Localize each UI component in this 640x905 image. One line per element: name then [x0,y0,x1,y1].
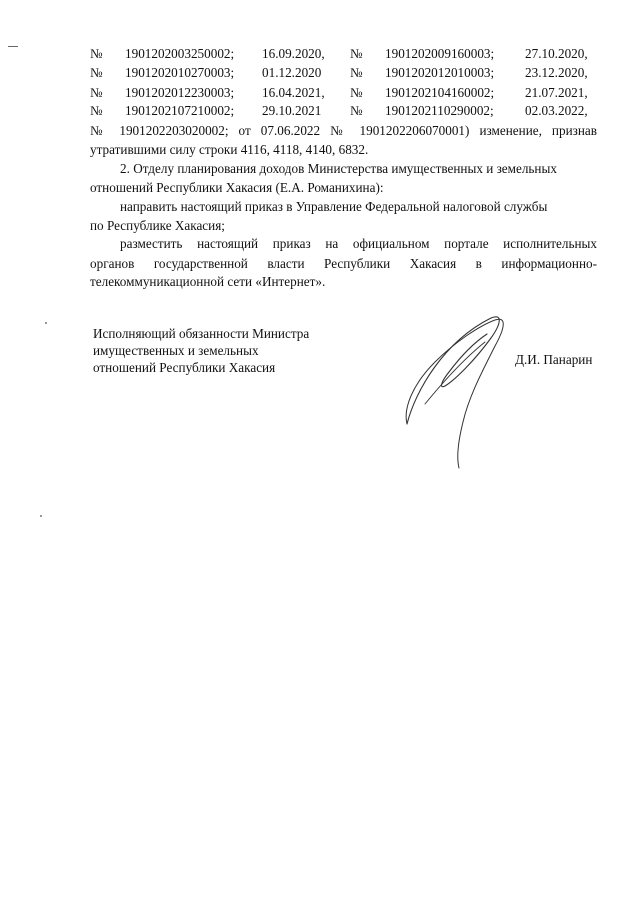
scan-speck [40,515,42,517]
registry-date: 23.12.2020, [525,65,588,80]
registry-number: 1901202012230003; [125,85,235,100]
number-sign: № [90,103,103,118]
registry-row [90,46,597,64]
signatory-title-line: отношений Республики Хакасия [93,360,276,375]
registry-number: 1901202009160003; [385,46,495,61]
registry-number: 1901202010270003; [125,65,235,80]
registry-date: 16.09.2020, [262,46,325,61]
paragraph-4-line-2: органов государственной власти Республики Хакасия в информационно- [90,256,597,271]
paragraph-3-line-2: по Республике Хакасия; [90,218,225,233]
registry-date: 01.12.2020 [262,65,322,80]
registry-date: 02.03.2022, [525,103,588,118]
registry-row [90,85,597,103]
number-sign: № [350,46,363,61]
paragraph-2-line-2: отношений Республики Хакасия (Е.А. Романихина): [90,180,384,195]
scan-speck [45,322,47,324]
body-text-line: № 1901202203020002; от 07.06.2022 № 1901202206070001) изменение, признав [90,123,597,138]
registry-number: 1901202107210002; [125,103,235,118]
signatory-title-line: имущественных и земельных [93,343,259,358]
number-sign: № [90,65,103,80]
number-sign: № [350,103,363,118]
registry-number: 1901202104160002; [385,85,495,100]
registry-date: 27.10.2020, [525,46,588,61]
registry-row [90,103,597,121]
margin-mark [8,46,18,47]
registry-row [90,65,597,83]
registry-date: 16.04.2021, [262,85,325,100]
number-sign: № [90,46,103,61]
number-sign: № [350,85,363,100]
signatory-title [93,325,353,376]
registry-date: 29.10.2021 [262,103,322,118]
paragraph-4-line-1: разместить настоящий приказ на официальном портале исполнительных [120,236,597,251]
handwritten-signature [395,312,515,472]
registry-date: 21.07.2021, [525,85,588,100]
signer-name: Д.И. Панарин [515,352,593,367]
number-sign: № [90,85,103,100]
paragraph-4-line-3: телекоммуникационной сети «Интернет». [90,274,326,289]
registry-number: 1901202012010003; [385,65,495,80]
paragraph-2-line-1: 2. Отделу планирования доходов Министерства имущественных и земельных [120,161,557,176]
signatory-title-line: Исполняющий обязанности Министра [93,326,310,341]
number-sign: № [350,65,363,80]
body-text-line: утратившими силу строки 4116, 4118, 4140, 6832. [90,142,369,157]
registry-number: 1901202110290002; [385,103,494,118]
paragraph-3-line-1: направить настоящий приказ в Управление Федеральной налоговой службы [120,199,548,214]
registry-number: 1901202003250002; [125,46,235,61]
